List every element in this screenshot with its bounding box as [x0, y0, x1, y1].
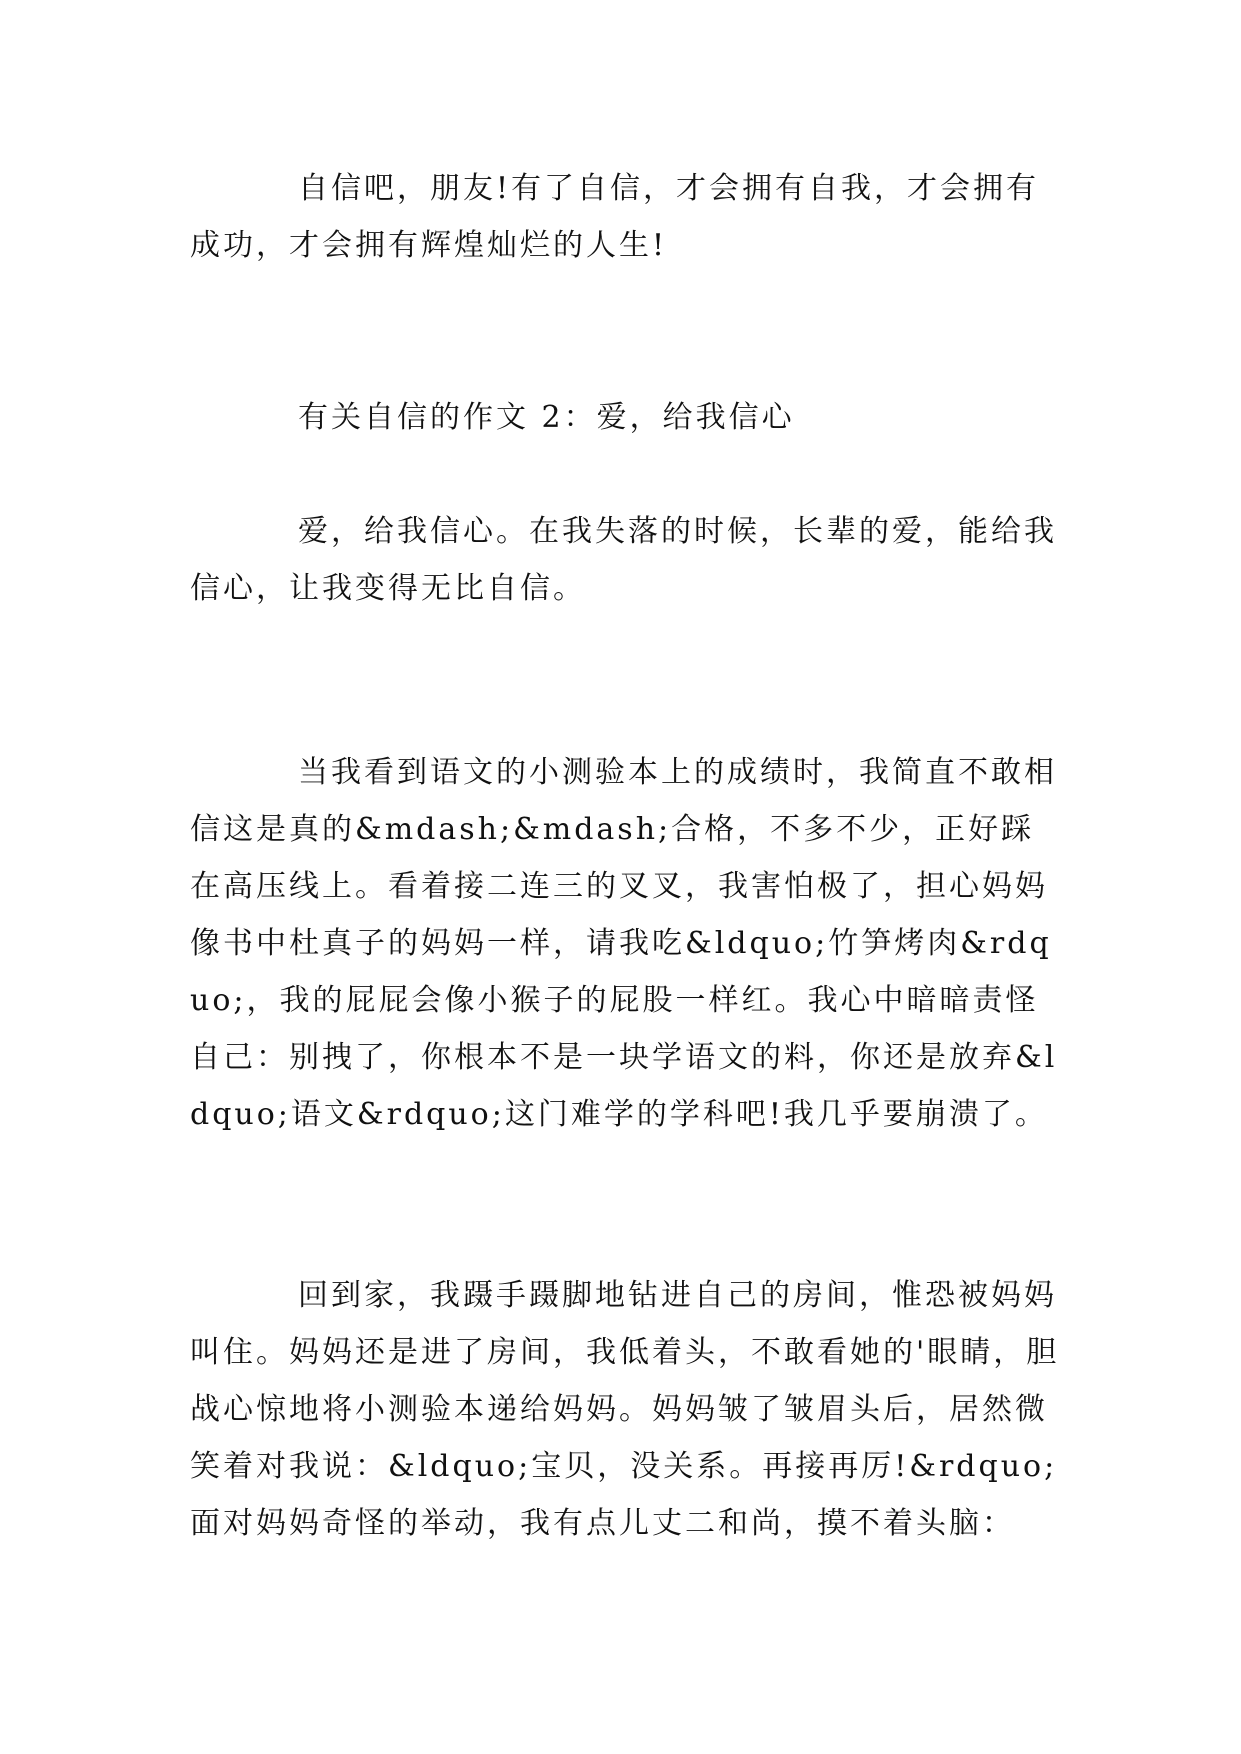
paragraph-conclusion: 自信吧，朋友!有了自信，才会拥有自我，才会拥有成功，才会拥有辉煌灿烂的人生! [190, 171, 1040, 263]
paragraph-intro: 爱，给我信心。在我失落的时候，长辈的爱，能给我信心，让我变得无比自信。 [190, 514, 1057, 606]
essay-heading: 有关自信的作文 2：爱，给我信心 [298, 400, 795, 435]
paragraph-test-result: 当我看到语文的小测验本上的成绩时，我简直不敢相信这是真的&mdash;&mdash;合格，不多不少，正好踩在高压线上。看着接二连三的叉叉，我害怕极了，担心妈妈像书中杜真子的妈妈一样，请我吃&ldquo;竹笋烤肉&rdquo;，我的屁屁会像小猴子的屁股一样红。我心中暗暗责怪自己：别拽了，你根本不是一块学语文的料，你还是放弃&ldquo;语文&rdquo;这门难学的学科吧!我几乎要崩溃了。 [190, 755, 1058, 1132]
paragraph-home: 回到家，我蹑手蹑脚地钻进自己的房间，惟恐被妈妈叫住。妈妈还是进了房间，我低着头，不敢看她的'眼睛，胆战心惊地将小测验本递给妈妈。妈妈皱了皱眉头后，居然微笑着对我说：&ldquo;宝贝，没关系。再接再厉!&rdquo;面对妈妈奇怪的举动，我有点儿丈二和尚，摸不着头脑： [190, 1278, 1060, 1541]
